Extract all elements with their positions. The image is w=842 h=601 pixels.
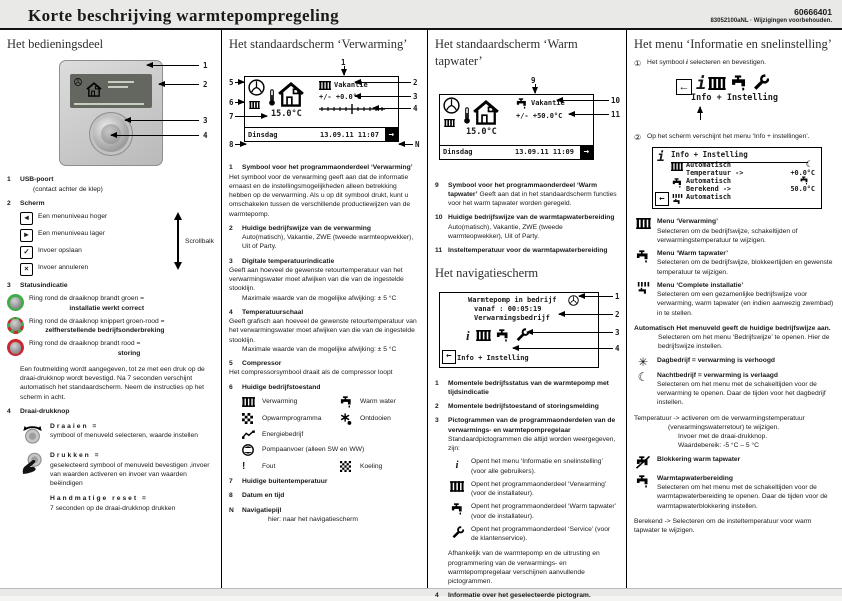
tap-icon (516, 98, 528, 109)
combo-icon (672, 194, 683, 205)
menu-row-label: Automatisch (686, 193, 732, 202)
moon-icon: ☾ (637, 369, 649, 384)
sun-icon: ✳ (637, 354, 649, 369)
temperatuur-line: (verwarmingswaterretour) te wijzigen. (668, 423, 780, 431)
radiator-icon (708, 77, 726, 90)
section-title: Insteltemperatuur voor de warmtapwaterbereiding (448, 247, 608, 254)
draaien-text: symbool of menuveld selecteren, waarde instellen (50, 432, 198, 440)
berekend-text: Berekend -> Selecteren om de insteltemperatuur voor warm tapwater te wijzigen. (634, 517, 812, 535)
status-title: Statusindicatie (20, 282, 68, 289)
draaien-label: Draaien = (50, 423, 99, 430)
temperatuur-line: Invoer met de draai-drukknop. (678, 433, 768, 441)
step-1-pre: Het symbool (647, 59, 685, 67)
section-text: Geeft grafisch aan hoeveel de gewenste retourtemperatuur van het verwarmingswater moet afwijken van die van de ingestelde stooklijn. (229, 318, 417, 344)
info-icon: i (696, 74, 707, 95)
radiator-icon (444, 119, 455, 127)
knob-title: Draai-drukknop (20, 407, 70, 415)
section-scherm: 2 Scherm ◄ Een menuniveau hoger ► Een menuniveau lager ✓ Invoer opslaan × Invoer annuleren Scrollbalk (7, 199, 214, 276)
nacht-title: Nachtbedrijf = verwarming is verlaagd (657, 371, 778, 379)
back-arrow-icon: ← (655, 192, 669, 206)
section-title: Huidige bedrijfswijze van de warmtapwaterbereiding (448, 214, 615, 222)
col4-title: Het menu ‘Informatie en snelinstelling’ (634, 37, 832, 51)
section-title: Symbool voor het programmaonderdeel ‘Verwarming’ (242, 164, 413, 172)
mode-label: Pompaanvoer (alleen SW en WW) (262, 446, 365, 454)
menu-title: Menu ‘Verwarming’ (657, 218, 718, 226)
callout-2: 2 (413, 78, 418, 88)
red-ring-knob-icon (7, 339, 24, 356)
column-standaardscherm-verwarming: Het standaardscherm ‘Verwarming’ 1 15.0°C Vakantie +/- +0.0°C Dinsdag 13.09.11 11:07 → 5 6 7 8 2 3 4 N 1 Symbool voor het programmaonderdeel ‘Verwarming’ Het symbool voor de verwarming geeft aan dat de informatie ernaast en de instellingsmogelijkheden alleen betrekking hebben op de verwarming. Als u op dit symbool drukt, kunt u omschakelen tussen de verschillende productiewijzen van de warmtepomp. 2 Huidige bedrijfswijze van de verwarming Auto(matisch), Vakantie, ZWE (tweede warmteopwekker), Uit of Party. 3 Digitale temperatuurindicatie Geeft aan hoeveel de gewenste retourtemperatuur van het verwarmingswater moet afwijken van die van de ingestelde stooklijn. Maximale waarde van de mogelijke afwijking: ± 5 °C 4 Temperatuurschaal Geeft grafisch aan hoeveel de gewenste retourtemperatuur van het verwarmingswater moet afwijken van die van de ingestelde stooklijn. Maximale waarde van de mogelijke afwijking: ± 5 °C 5 Compressor Het compressorsymbool draait als de compressor loopt 6 Huidige bedrijfstoestand Verwarming Warm water Opwarmprogramma Ontdooien Energiebedrijf Pompaanvoer (alleen SW en WW) ! Fout Koeling 7 Huidige buitentemperatuur 8 Datum en tijd N Navigatiepijl hier: naar het navigatiescherm (221, 30, 427, 588)
nav-title: Het navigatiescherm (435, 266, 539, 281)
status-value: storing (117, 349, 141, 357)
rotate-knob-icon (21, 423, 44, 444)
section-title: Huidige bedrijfstoestand (242, 383, 321, 391)
nav-lcd (439, 292, 599, 368)
energy-icon (242, 430, 255, 439)
usb-title: USB-poort (20, 176, 54, 184)
cancel-input-icon: × (20, 263, 33, 276)
menu-row-label: Automatisch (686, 177, 732, 186)
blokkering-title: Blokkering warm tapwater (657, 455, 741, 463)
section-title: Huidige bedrijfswijze van de verwarming (242, 224, 371, 232)
save-input-icon: ✓ (20, 246, 33, 259)
column-bedieningsdeel (0, 30, 221, 588)
scherm-item: Invoer annuleren (38, 264, 89, 271)
temperatuur-line: Temperatuur -> activeren om de verwarmingstemperatuur (634, 414, 805, 422)
mode-label: Ontdooien (360, 415, 391, 423)
info-icon: i (657, 150, 665, 166)
section-note: Maximale waarde van de mogelijke afwijking: ± 5 °C (242, 345, 397, 353)
callout-2: 2 (203, 80, 208, 90)
radiator-icon (636, 218, 651, 229)
mode-label: Koeling (360, 462, 383, 470)
bereiding-text: Selecteren om het menu met de schakeltijden voor de warmtapwaterbereiding te openen. Daar de tijden voor de warmtapwaterblokkering instellen. (657, 484, 828, 510)
nav-footer: Info + Instelling (457, 353, 529, 362)
nav-note: Afhankelijk van de warmtepomp en de uitrusting en programmering van de verwarmings- en warmtepompregelaar verschijnen aanvullende pictogrammen. (448, 550, 600, 585)
status-bar (440, 145, 593, 159)
menu-title: Menu ‘Complete installatie’ (657, 281, 744, 289)
radiator-icon (450, 481, 464, 492)
menu-row-label: Automatisch (686, 161, 732, 170)
usb-note: (contact achter de klep) (33, 185, 103, 193)
compressor-icon (443, 97, 460, 114)
callout-4: 4 (203, 131, 208, 141)
section-note: hier: naar het navigatiescherm (268, 515, 358, 523)
scherm-item: Een menuniveau lager (38, 230, 105, 237)
status-value: installatie werkt correct (69, 304, 145, 312)
menu-row-label: Berekend -> (686, 185, 732, 194)
automatisch-bold: Het menuveld geeft de huidige bedrijfswijze aan. (676, 324, 831, 332)
checker-icon (242, 413, 253, 424)
status-value: zelfherstellende bedrijfsonderbreking (45, 327, 165, 334)
section-text: Het symbool voor de verwarming geeft aan dat de informatie ernaast en de instellingsmogelijkheden alleen betrekking hebben op de verwarming. Als u op dit symbool drukt, kunt u omschakelen tussen de verschillende productiewijzen van de warmtepomp. (229, 173, 411, 218)
menu-level-up-icon: ◄ (20, 212, 33, 225)
scherm-item: Invoer opslaan (38, 247, 82, 254)
mode-label: Warm water (360, 398, 396, 406)
tapwater-setpoint: +/- +50.0°C (516, 111, 563, 120)
heating-mode: Vakantie (334, 81, 368, 90)
menu-row-value: +0.0°C (790, 169, 815, 178)
callout-7: 7 (229, 112, 234, 122)
compressor-icon (248, 79, 265, 96)
drukken-label: Drukken = (50, 452, 101, 460)
combo-icon (637, 282, 650, 295)
tap-icon (340, 396, 353, 408)
section-title: Huidige buitentemperatuur (242, 478, 328, 485)
callout-3: 3 (413, 92, 418, 102)
callout-10: 10 (611, 95, 621, 105)
step-2-number: ② (634, 133, 642, 143)
callout-9: 9 (531, 75, 536, 85)
green-ring-knob-icon (7, 294, 24, 311)
reset-label: Handmatige reset = (50, 495, 148, 503)
automatisch-text: Selecteren om het menu ‘Bedrijfswijze’ te openen. Hier de bedrijfswijze instellen. (658, 334, 830, 351)
callout-N: N (415, 140, 420, 150)
scherm-item: Een menuniveau hoger (38, 213, 108, 220)
section-title: Pictogrammen van de programmaonderdelen van de verwarmings- en warmtepompregelaar (448, 417, 616, 434)
menu-row-label: Temperatuur -> (686, 169, 744, 178)
icon-row-footer: Info + Instelling (691, 93, 778, 104)
picto-text: Opent het programmaonderdeel ‘Warm tapwater’ (voor de installateur). (471, 503, 617, 520)
status-note: Een foutmelding wordt aangegeven, tot ze met een druk op de draai-drukknop wordt bevestigd. Na 7 seconden verschijnt automatisch het standaardscherm. Neem de instructies op het scherm in acht. (20, 365, 205, 401)
callout-3: 3 (615, 327, 620, 337)
section-note: Maximale waarde van de mogelijke afwijking: ± 5 °C (242, 294, 397, 302)
radiator-icon (319, 81, 331, 90)
tap-icon (731, 75, 748, 91)
tap-icon (636, 250, 650, 263)
tapwater-screen-figure (435, 76, 619, 176)
nav-arrow-icon: → (385, 128, 398, 141)
back-arrow-icon: ← (442, 350, 456, 364)
automatisch-label: Automatisch (634, 324, 675, 332)
nav-line3: Verwarmingsbedrijf (474, 313, 550, 322)
column-standaardscherm-warm-tapwater: Het standaardscherm ‘Warm tapwater’ 9 15.0°C Vakantie +/- +50.0°C Dinsdag 13.09.11 11:09 → 10 11 9 Symbool voor het programmaonderdeel ‘Warm tapwater’ Geeft aan dat in het standaardscherm functies voor het warm tapwater worden geregeld. 10 Huidige bedrijfswijze van de warmtapwaterbereiding Auto(matisch), Vakantie, ZWE (tweede warmteopwekker), Uit of Party. 11 Insteltemperatuur voor de warmtapwaterbereiding Het navigatiescherm Warmtepomp in bedrijf vanaf : 00:05:19 Verwarmingsbedrijf i ← Info + Instelling 1 2 3 4 1 Momentele bedrijfsstatus van de warmtepomp met tijdsindicatie 2 Momentele bedrijfstoestand of storingsmelding 3 Pictogrammen van de programmaonderdelen van de verwarmings- en warmtepompregelaar Standaardpictogrammen die altijd worden weergegeven, zijn: i Opent het menu ‘Informatie en snelinstelling’ (voor alle gebruikers). Opent het programmaonderdeel ‘Verwarming’ (voor de installateur). Opent het programmaonderdeel ‘Warm tapwater’ (voor de installateur). Opent het programmaonderdeel ‘Service’ (voor de klantenservice). Afhankelijk van de warmtepomp en de uitrusting en programmering van de verwarmings- en warmtepompregelaar verschijnen aanvullende pictogrammen. 4 Informatie over het geselecteerde pictogram. (427, 30, 626, 588)
menu-text: Selecteren om de bedrijfswijze, blokkeertijden en gewenste temperatuur te wijzigen. (657, 259, 833, 276)
thermometer-icon (463, 107, 471, 124)
tapwater-mode: Vakantie (531, 98, 565, 107)
radiator-icon (249, 101, 260, 109)
step-1-post: selecteren en bevestigen. (689, 59, 766, 67)
document-number: 60666401 (794, 7, 832, 18)
reset-text: 7 seconden op de draai-drukknop drukken (50, 504, 176, 512)
menu-text: Selecteren om een gezamenlijke bedrijfswijze voor verwarming, warm tapwater (en indien aanwezig zwembad) in te stellen. (657, 291, 834, 317)
section-text: Auto(matisch), Vakantie, ZWE (tweede warmteopwekker), Uit of Party. (448, 223, 563, 240)
nav-arrow-icon: → (580, 146, 593, 159)
radiator-icon (476, 330, 491, 341)
section-text: Het compressorsymbool draait als de compressor loopt (229, 369, 393, 377)
nav-line1: Warmtepomp in bedrijf (468, 295, 557, 304)
section-text: Geeft aan dat in het standaardscherm functies voor het warm tapwater worden geregeld. (448, 190, 617, 207)
section-title: Navigatiepijl (242, 506, 282, 514)
col1-title: Het bedieningsdeel (7, 37, 104, 51)
mode-label: Verwarming (262, 398, 298, 406)
info-menu-lcd (652, 147, 822, 209)
section-status: 3 Statusindicatie Ring rond de draaiknop brandt groen = installatie werkt correct Ring rond de draaiknop knippert groen-rood = zelfherstellende bedrijfsonderbreking Ring rond de draaiknop brandt rood = storing Een foutmelding wordt aangegeven, tot ze met een druk op de draai-drukknop wordt bevestigd. Na 7 seconden verschijnt automatisch het standaardscherm. Neem de instructies op het scherm in acht. (7, 281, 214, 402)
wrench-icon (752, 74, 769, 91)
tap-icon (636, 475, 650, 488)
info-icon: i (466, 327, 470, 343)
callout-2: 2 (615, 309, 620, 319)
outside-temp: 15.0°C (271, 109, 302, 120)
status-label: Ring rond de draaiknop knippert groen-rood = (29, 317, 165, 325)
menu-text: Selecteren om de bedrijfswijze, schakeltijden of verwarmingstemperatuur te wijzigen. (657, 227, 798, 244)
section-text: Geeft aan hoeveel de gewenste retourtemperatuur van het verwarmingswater moet afwijken van die van de ingestelde stooklijn. (229, 266, 404, 293)
callout-8: 8 (229, 140, 234, 150)
icon-row-figure (634, 69, 835, 127)
tap-icon (451, 503, 464, 515)
callout-11: 11 (611, 109, 621, 119)
defrost-icon (340, 413, 352, 425)
menu-title: Menu ‘Warm tapwater’ (657, 250, 728, 258)
info-icon: i (455, 459, 459, 472)
menu-row-value: 50.0°C (790, 185, 815, 194)
radiator-icon (671, 162, 683, 171)
control-panel (59, 60, 163, 166)
verwarming-screen-figure (229, 58, 420, 158)
info-icon: i (686, 59, 688, 67)
column-menu-informatie (626, 30, 842, 588)
callout-3: 3 (203, 116, 208, 126)
section-title: Momentele bedrijfsstatus van de warmtepomp met tijdsindicatie (448, 379, 609, 396)
scrollbar-label: Scrollbalk (185, 237, 214, 245)
section-title: Digitale temperatuurindicatie (242, 257, 335, 265)
section-knob: 4 Draai-drukknop Draaien = symbool of menuveld selecteren, waarde instellen Drukken = geselecteerd symbool of menuveld bevestigen ,invoer van waarden activeren en invoer van waarden beëindigen Handmatige reset = 7 seconden op de draai-drukknop drukken (7, 407, 214, 513)
section-title: Datum en tijd (242, 492, 285, 500)
pump-icon (242, 444, 254, 456)
col3-title: Het standaardscherm ‘Warm tapwater’ (435, 37, 578, 69)
bereiding-title: Warmtapwaterbereiding (657, 474, 733, 482)
menu-header: Info + Instelling (671, 150, 808, 162)
callout-4: 4 (615, 343, 620, 353)
datetime-label: 13.09.11 11:09 (514, 148, 574, 156)
callout-1: 1 (203, 61, 208, 71)
thermometer-icon (268, 89, 276, 106)
callout-6: 6 (229, 98, 234, 108)
scrollbar-arrow-icon (177, 218, 179, 264)
section-title: Compressor (242, 360, 282, 367)
section-text: Auto(matisch), Vakantie, ZWE (tweede warmteopwekker), Uit of Party. (242, 234, 414, 251)
mode-label: Fout (262, 462, 276, 470)
radiator-icon (242, 397, 255, 407)
section-usb: 1 USB-poort (contact achter de klep) (7, 175, 214, 194)
day-label: Dinsdag (248, 130, 278, 139)
callout-4: 4 (413, 104, 418, 114)
back-arrow-icon: ← (676, 79, 692, 95)
section-title: Momentele bedrijfstoestand of storingsmelding (448, 403, 599, 410)
status-label: Ring rond de draaiknop brandt groen = (29, 295, 145, 303)
temperatuur-line: Waardebereik: -5 °C – 5 °C (678, 442, 759, 450)
nacht-text: Selecteren om het menu met de schakeltijden voor de verwarming te openen. Daar de tijden voor het dagbedrijf instellen. (657, 380, 826, 407)
green-red-ring-knob-icon (7, 317, 24, 334)
datetime-label: 13.09.11 11:07 (319, 130, 379, 139)
page-title: Korte beschrijving warmtepompregeling (28, 6, 339, 25)
control-panel-display (70, 74, 152, 108)
day-label: Dinsdag (443, 148, 473, 156)
nav-screen-figure (435, 288, 619, 374)
menu-level-down-icon: ► (20, 229, 33, 242)
document-note: 83052100aNL · Wijzigingen voorbehouden. (710, 18, 832, 25)
scherm-title: Scherm (20, 199, 45, 207)
section-title: Symbool voor het programmaonderdeel ‘Warm tapwater’ (448, 181, 598, 198)
callout-1: 1 (615, 291, 620, 301)
section-title: Informatie over het geselecteerde pictogram. (448, 592, 591, 600)
dag-title: Dagbedrijf = verwarming is verhoogd (657, 356, 775, 364)
page-header (0, 0, 842, 30)
tap-icon (496, 329, 510, 342)
section-text: Standaardpictogrammen die altijd worden weergegeven, zijn: (448, 435, 616, 452)
tap-blocked-icon (636, 456, 650, 469)
mode-label: Energiebedrijf (262, 430, 304, 438)
status-label: Ring rond de draaiknop brandt rood = (29, 340, 141, 348)
status-bar (245, 127, 398, 141)
drukken-text: geselecteerd symbool of menuveld bevestigen ,invoer van waarden activeren en invoer van waarden beëindigen (50, 461, 210, 487)
picto-text: Opent het programmaonderdeel ‘Verwarming’ (voor de installateur). (471, 480, 607, 497)
cooling-icon (340, 461, 351, 472)
menu-screen-figure (634, 143, 835, 213)
moon-icon: ☾ (805, 160, 811, 171)
picto-text: Opent het programmaonderdeel ‘Service’ (voor de klantenservice). (471, 525, 611, 542)
fault-icon: ! (242, 461, 246, 472)
picto-text: Opent het menu ‘Informatie en snelinstelling’ (voor alle gebruikers). (471, 458, 603, 475)
tap-icon (800, 176, 809, 185)
press-knob-icon (21, 452, 44, 475)
control-panel-figure (7, 58, 214, 170)
callout-5: 5 (229, 78, 234, 88)
mode-label: Opwarmprogramma (262, 415, 322, 423)
house-icon (472, 100, 500, 125)
step-1-number: ① (634, 59, 642, 69)
outside-temp: 15.0°C (466, 126, 497, 137)
tapwater-lcd (439, 94, 594, 160)
callout-1: 1 (341, 58, 346, 68)
temp-offset: +/- +0.0°C (319, 93, 362, 102)
wrench-icon (451, 526, 464, 539)
nav-line2: vanaf : 00:05:19 (474, 304, 542, 313)
section-title: Temperatuurschaal (242, 308, 304, 316)
tap-icon (672, 178, 683, 188)
house-icon (277, 82, 305, 107)
step-2-text: Op het scherm verschijnt het menu ‘Info + instellingen’. (647, 133, 810, 141)
col2-title: Het standaardscherm ‘Verwarming’ (229, 37, 408, 51)
